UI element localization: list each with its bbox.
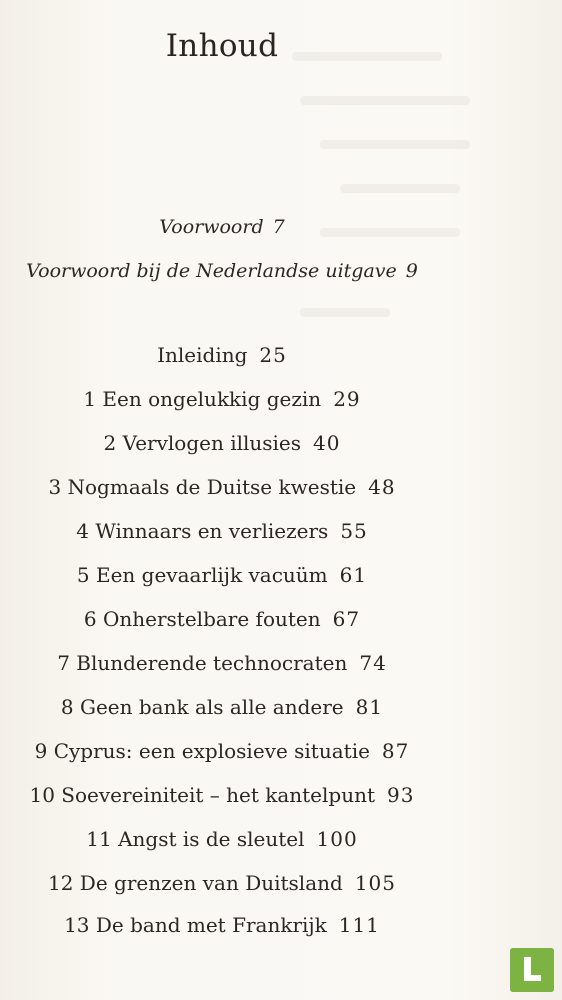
toc-entry <box>0 475 444 499</box>
toc-entry <box>0 563 444 587</box>
toc-entry-page: 111 <box>338 913 380 937</box>
toc-entry-label: Inleiding <box>157 343 248 367</box>
toc-entry <box>0 827 444 851</box>
toc-entry <box>0 783 444 807</box>
toc-entry-page: 74 <box>359 651 387 675</box>
toc-entry-label: 3 Nogmaals de Duitse kwestie <box>48 475 357 499</box>
toc-entry-label: 13 De band met Frankrijk <box>64 913 327 937</box>
toc-entry <box>0 695 444 719</box>
toc-entry-page: 100 <box>316 827 358 851</box>
toc-entry-label: 1 Een ongelukkig gezin <box>83 387 322 411</box>
toc-entry-label: 7 Blunderende technocraten <box>57 651 348 675</box>
toc-preface-label: Voorwoord <box>159 216 264 238</box>
toc-preface-label: Voorwoord bij de Nederlandse uitgave <box>26 260 397 282</box>
toc-entry-label: 2 Vervlogen illusies <box>103 431 302 455</box>
toc-entry-label: 12 De grenzen van Duitsland <box>48 871 343 895</box>
toc-entry-page: 81 <box>355 695 384 719</box>
toc-entry-page: 87 <box>381 739 410 763</box>
toc-entry <box>0 431 444 455</box>
lastdodo-logo-icon <box>510 948 554 992</box>
toc-entry <box>0 519 444 543</box>
toc-entry-page: 48 <box>368 475 396 499</box>
toc-entry-page: 93 <box>387 783 415 807</box>
toc-entry <box>0 387 444 411</box>
toc-entry-label: 4 Winnaars en verliezers <box>76 519 329 543</box>
toc-entry <box>0 913 444 937</box>
toc-entry-label: 8 Geen bank als alle andere <box>60 695 344 719</box>
toc-entry-label: 11 Angst is de sleutel <box>86 827 305 851</box>
toc-entry-page: 25 <box>259 343 287 367</box>
toc-entry-label: 6 Onherstelbare fouten <box>83 607 321 631</box>
toc-entry-label: 10 Soevereiniteit – het kantelpunt <box>29 783 376 807</box>
toc-preface-page: 9 <box>405 260 418 282</box>
toc-entry-label: 9 Cyprus: een explosieve situatie <box>34 739 370 763</box>
toc-entry <box>0 739 444 763</box>
toc-preface-foreword <box>0 216 444 238</box>
toc-entry <box>0 343 444 367</box>
toc-entry-page: 61 <box>339 563 368 587</box>
toc-entry <box>0 607 444 631</box>
toc-entry-page: 105 <box>354 871 396 895</box>
toc-entry-label: 5 Een gevaarlijk vacuüm <box>76 563 328 587</box>
toc-entry-page: 67 <box>332 607 361 631</box>
toc-preface-page: 7 <box>272 216 285 238</box>
toc-entry <box>0 871 444 895</box>
toc-entry-page: 40 <box>313 431 341 455</box>
toc-entry-page: 55 <box>340 519 368 543</box>
toc-preface-dutch-edition <box>0 260 444 282</box>
page-title: Inhoud <box>165 28 279 64</box>
toc-entry-page: 29 <box>333 387 361 411</box>
toc-entry <box>0 651 444 675</box>
